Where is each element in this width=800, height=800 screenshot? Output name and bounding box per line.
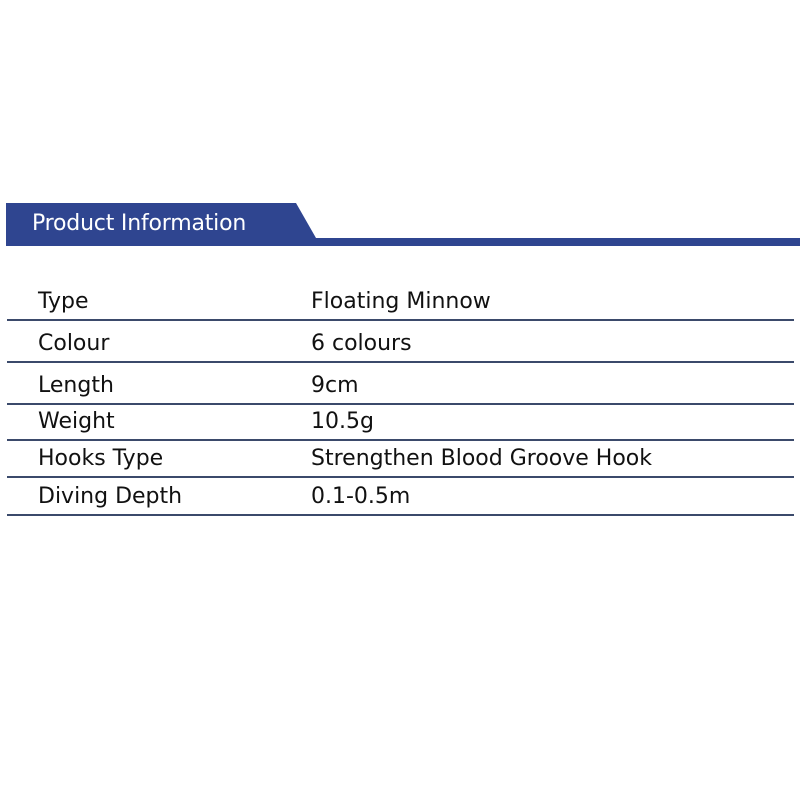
spec-value: 0.1-0.5m (311, 484, 411, 509)
table-row (7, 363, 794, 405)
spec-label: Type (38, 289, 89, 314)
spec-label: Length (38, 373, 114, 398)
spec-label: Diving Depth (38, 484, 183, 509)
spec-label: Hooks Type (38, 446, 164, 471)
spec-value: 6 colours (311, 331, 412, 356)
table-row (7, 478, 794, 516)
spec-table (7, 282, 794, 516)
table-row (7, 441, 794, 478)
table-row (7, 321, 794, 363)
spec-value: Strengthen Blood Groove Hook (311, 446, 652, 471)
spec-label: Weight (38, 409, 115, 434)
table-row (7, 405, 794, 441)
spec-value: 9cm (311, 373, 359, 398)
spec-value: 10.5g (311, 409, 374, 434)
spec-value: Floating Minnow (311, 289, 491, 314)
spec-label: Colour (38, 331, 110, 356)
table-row (7, 282, 794, 321)
section-title: Product Information (32, 211, 247, 236)
